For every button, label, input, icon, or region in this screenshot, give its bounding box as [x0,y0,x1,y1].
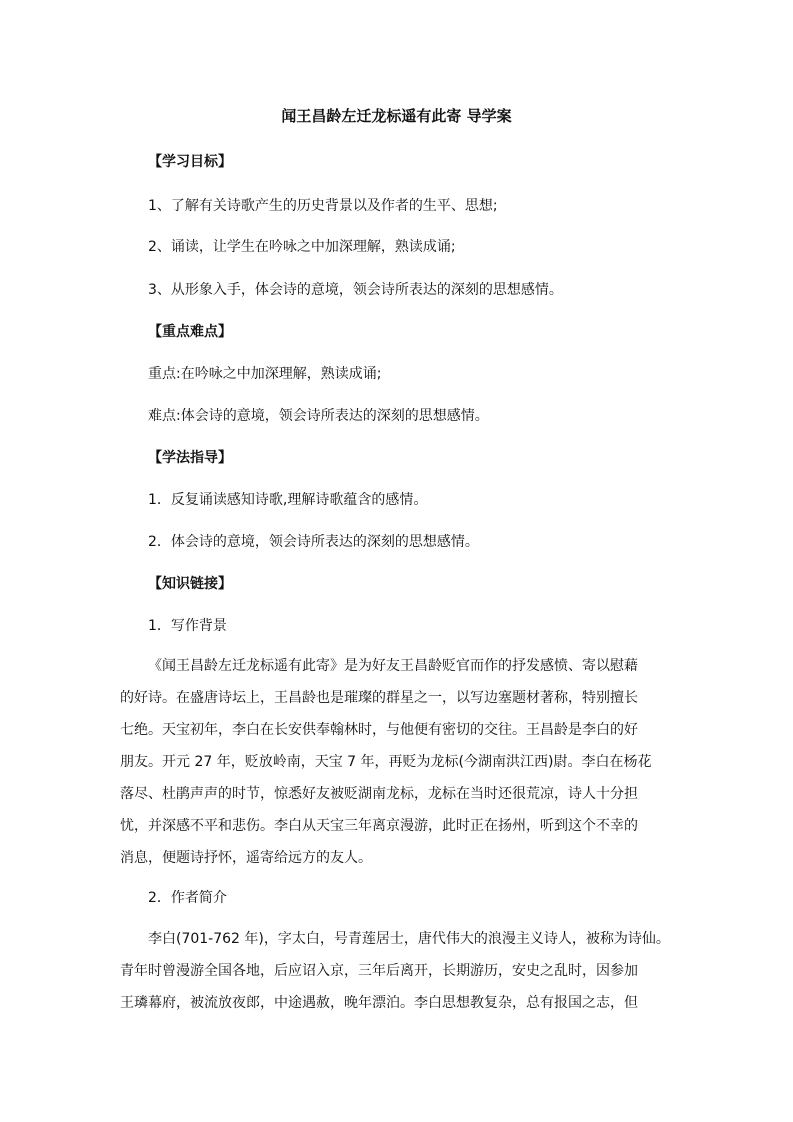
objective-item: 2、诵读，让学生在吟咏之中加深理解，熟读成诵; [148,239,456,255]
method-item: 2．体会诗的意境，领会诗所表达的深刻的思想感情。 [148,534,479,550]
heading-knowledge: 【知识链接】 [148,576,232,592]
background-line: 《闻王昌龄左迁龙标遥有此寄》是为好友王昌龄贬官而作的抒发感愤、寄以慰藉 [148,658,638,674]
background-line: 朋友。开元 27 年，贬放岭南，天宝 7 年，再贬为龙标(今湖南洪江西)尉。李白在杨花 [120,754,652,770]
background-line: 七绝。天宝初年，李白在长安供奉翰林时，与他便有密切的交往。王昌龄是李白的好 [120,722,638,738]
background-line: 忧，并深感不平和悲伤。李白从天宝三年离京漫游，此时正在扬州，听到这个不幸的 [120,818,638,834]
heading-method: 【学法指导】 [148,450,232,466]
heading-keypoints: 【重点难点】 [148,324,232,340]
author-line: 李白(701-762 年)，字太白，号青莲居士，唐代伟大的浪漫主义诗人，被称为诗仙。 [148,931,670,947]
author-line: 青年时曾漫游全国各地，后应诏入京，三年后离开，长期游历，安史之乱时，因参加 [120,963,638,979]
heading-objectives: 【学习目标】 [148,154,232,170]
background-line: 消息，便题诗抒怀，遥寄给远方的友人。 [120,850,372,866]
background-line: 落尽、杜鹃声声的时节，惊悉好友被贬湖南龙标，龙标在当时还很荒凉，诗人十分担 [120,786,638,802]
keypoint-item: 重点:在吟咏之中加深理解，熟读成诵; [148,366,382,382]
method-item: 1．反复诵读感知诗歌,理解诗歌蕴含的感情。 [148,492,428,508]
background-line: 的好诗。在盛唐诗坛上，王昌龄也是璀璨的群星之一，以写边塞题材著称，特别擅长 [120,690,638,706]
subheading-background: 1．写作背景 [148,618,227,634]
author-line: 王璘幕府，被流放夜郎，中途遇赦，晚年漂泊。李白思想教复杂，总有报国之志，但 [120,995,638,1011]
document-title: 闻王昌龄左迁龙标遥有此寄 导学案 [281,107,512,125]
objective-item: 1、了解有关诗歌产生的历史背景以及作者的生平、思想; [148,198,498,214]
keypoint-item: 难点:体会诗的意境，领会诗所表达的深刻的思想感情。 [148,408,489,424]
subheading-author: 2．作者简介 [148,890,227,906]
objective-item: 3、从形象入手，体会诗的意境，领会诗所表达的深刻的思想感情。 [148,282,563,298]
